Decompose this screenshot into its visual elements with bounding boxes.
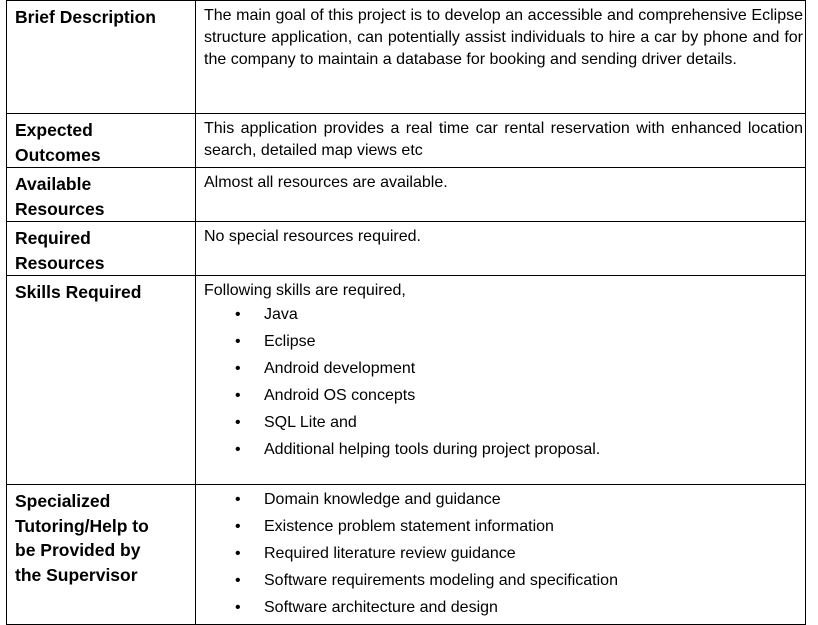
list-item bbox=[204, 331, 805, 358]
skills-intro-text: Following skills are required, bbox=[204, 282, 406, 299]
skills-list bbox=[204, 304, 805, 466]
list-item bbox=[204, 543, 805, 570]
tutoring-list bbox=[204, 489, 805, 624]
list-item bbox=[204, 412, 805, 439]
table-row bbox=[7, 485, 806, 625]
row-value-required-resources bbox=[196, 222, 806, 276]
list-item-text: Android OS concepts bbox=[264, 387, 416, 404]
row-label-expected-outcomes bbox=[7, 114, 196, 168]
row-label-available-resources bbox=[7, 168, 196, 222]
row-value-brief-description bbox=[196, 1, 806, 114]
list-item-text: Java bbox=[264, 306, 298, 323]
list-item bbox=[204, 489, 805, 516]
list-item-text: Android development bbox=[264, 360, 416, 377]
label-text: Specialized bbox=[15, 491, 111, 511]
label-text: be Provided by bbox=[15, 540, 141, 560]
list-item-text: Eclipse bbox=[264, 333, 316, 350]
table-row bbox=[7, 168, 806, 222]
table-row bbox=[7, 276, 806, 485]
list-item-text: Domain knowledge and guidance bbox=[264, 491, 501, 508]
brief-description-text: The main goal of this project is to develop an accessible and comprehensive Eclipse structure application, can potentially assist individuals to hire a car by phone and for the company to maintain a database for booking and sending driver details. bbox=[204, 7, 803, 68]
label-text: Skills Required bbox=[15, 282, 142, 302]
list-item-text: Software requirements modeling and specification bbox=[264, 572, 618, 589]
bullet-icon: • bbox=[235, 414, 241, 431]
list-item-text: SQL Lite and bbox=[264, 414, 357, 431]
bullet-icon: • bbox=[235, 333, 241, 350]
list-item-text: Required literature review guidance bbox=[264, 545, 516, 562]
required-resources-text: No special resources required. bbox=[204, 228, 421, 245]
project-proposal-table bbox=[6, 0, 806, 625]
label-text: Outcomes bbox=[15, 144, 101, 165]
row-value-expected-outcomes bbox=[196, 114, 806, 168]
row-label-skills-required bbox=[7, 276, 196, 485]
bullet-icon: • bbox=[235, 441, 241, 458]
list-item-text: Software architecture and design bbox=[264, 599, 498, 616]
row-value-available-resources bbox=[196, 168, 806, 222]
bullet-icon: • bbox=[235, 518, 241, 535]
label-text: Tutoring/Help to bbox=[15, 515, 149, 536]
table-row bbox=[7, 1, 806, 114]
list-item bbox=[204, 385, 805, 412]
list-item bbox=[204, 570, 805, 597]
bullet-icon: • bbox=[235, 599, 241, 616]
label-text: Available bbox=[15, 174, 92, 194]
label-text: Brief Description bbox=[15, 7, 156, 27]
list-item-text: Existence problem statement information bbox=[264, 518, 554, 535]
row-label-specialized-tutoring bbox=[7, 485, 196, 625]
row-label-brief-description bbox=[7, 1, 196, 114]
bullet-icon: • bbox=[235, 572, 241, 589]
list-item bbox=[204, 516, 805, 543]
row-value-skills-required bbox=[196, 276, 806, 485]
label-text: Required bbox=[15, 228, 91, 248]
list-item-text: Additional helping tools during project proposal. bbox=[264, 441, 601, 458]
table-row bbox=[7, 114, 806, 168]
label-text: the Supervisor bbox=[15, 564, 138, 585]
bullet-icon: • bbox=[235, 545, 241, 562]
list-item bbox=[204, 439, 805, 466]
bullet-icon: • bbox=[235, 491, 241, 508]
label-text: Resources bbox=[15, 252, 105, 273]
available-resources-text: Almost all resources are available. bbox=[204, 174, 448, 191]
bullet-icon: • bbox=[235, 360, 241, 377]
row-label-required-resources bbox=[7, 222, 196, 276]
label-text: Resources bbox=[15, 198, 105, 219]
bullet-icon: • bbox=[235, 387, 241, 404]
expected-outcomes-text: This application provides a real time car rental reservation with enhanced location search, detailed map views etc bbox=[204, 120, 803, 159]
table-row bbox=[7, 222, 806, 276]
label-text: Expected bbox=[15, 120, 93, 140]
bullet-icon: • bbox=[235, 306, 241, 323]
list-item bbox=[204, 304, 805, 331]
list-item bbox=[204, 358, 805, 385]
row-value-specialized-tutoring bbox=[196, 485, 806, 625]
